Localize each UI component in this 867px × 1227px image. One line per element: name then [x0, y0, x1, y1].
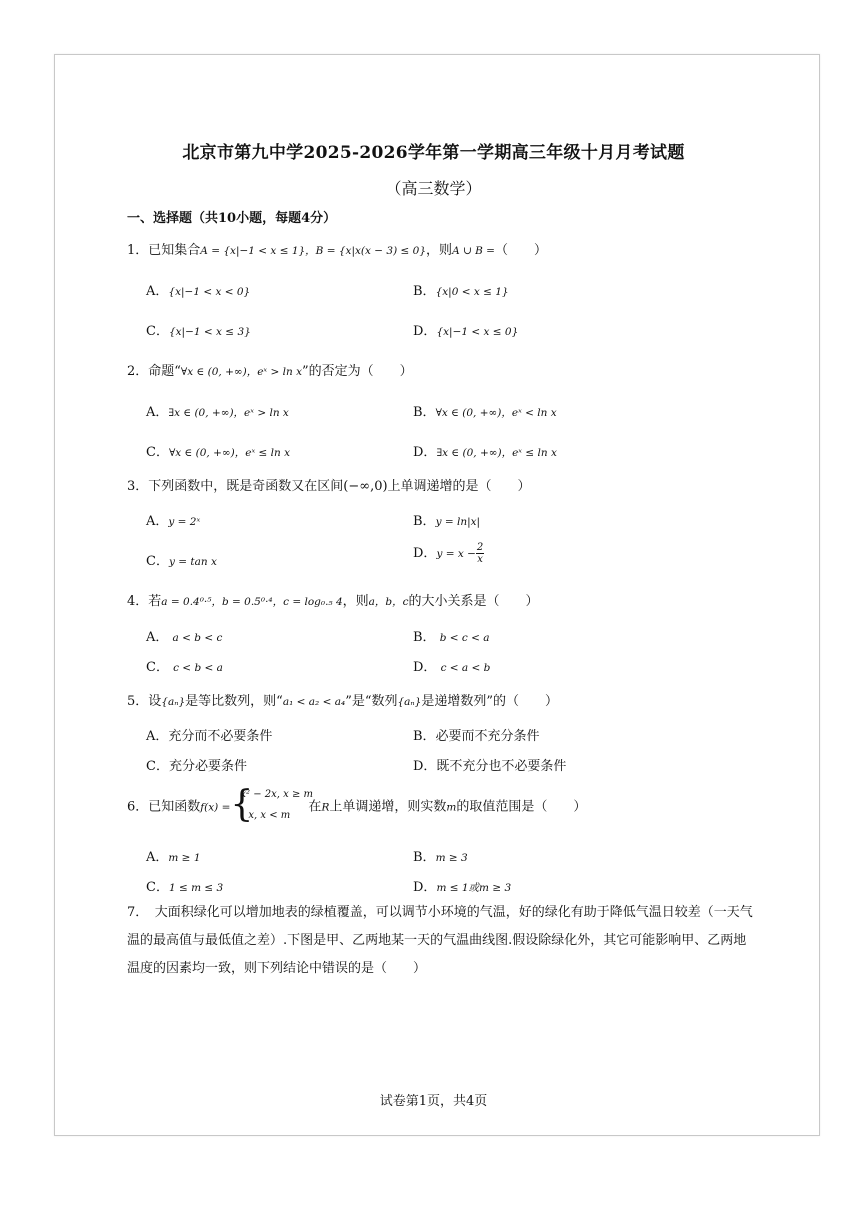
option-letter: C．	[146, 880, 169, 895]
q4-math-b: a，b，c	[368, 596, 409, 608]
q4-option-a	[146, 626, 222, 645]
exam-title: 北京市第九中学2025-2026学年第一学期高三年级十月月考试题	[182, 143, 685, 163]
question-3-stem	[127, 475, 531, 494]
fraction-numerator: 2	[476, 542, 484, 553]
brace-symbol: {	[230, 784, 254, 825]
q5-math-a: {aₙ}	[161, 696, 186, 708]
option-math: ∃x ∈ (0, +∞)，eˣ > ln x	[168, 407, 289, 419]
q1-option-b	[413, 280, 509, 299]
option-math: c < b < a	[173, 662, 223, 674]
q5-option-c: C．充分必要条件	[146, 759, 247, 774]
q5-option-a: A．充分而不必要条件	[146, 729, 273, 744]
question-1-stem	[127, 239, 547, 258]
fraction-denominator: x	[477, 554, 483, 565]
question-2-stem	[127, 360, 413, 379]
q3-option-c	[146, 550, 217, 569]
q4-option-b	[413, 626, 490, 645]
q6-math-a: f(x) =	[200, 801, 231, 814]
q1-text-a: 1．已知集合	[127, 243, 201, 258]
q1-text-b: ，则	[426, 243, 453, 258]
q5-text-a: 5．设	[127, 694, 162, 709]
q6-option-d	[413, 876, 511, 895]
q6-option-b	[413, 846, 468, 865]
piecewise-function	[230, 784, 314, 826]
piecewise-line-1: x² − 2x, x ≥ m	[240, 789, 314, 800]
q4-text-a: 4．若	[127, 594, 162, 609]
option-letter: B．	[413, 850, 436, 865]
option-letter: A．	[146, 405, 169, 420]
option-math: c < a < b	[440, 662, 491, 674]
option-letter: C．	[146, 660, 169, 675]
section-heading: 一、选择题（共10小题，每题4分）	[127, 211, 337, 226]
q5-math-c: {aₙ}	[397, 696, 422, 708]
option-math: a < b < c	[172, 632, 223, 644]
q3-option-a	[146, 510, 200, 529]
q2-option-a	[146, 401, 289, 420]
option-letter: B．	[413, 405, 436, 420]
option-math: m ≥ 1	[168, 852, 201, 864]
option-letter: D．	[413, 324, 437, 339]
option-letter: D．	[413, 660, 437, 675]
option-letter: A．	[146, 630, 169, 645]
option-math: y = x −	[436, 548, 476, 560]
option-math: y = ln|x|	[435, 516, 481, 528]
q1-text-c: （ ）	[494, 243, 547, 258]
option-letter: B．	[413, 284, 436, 299]
q6-math-b: R	[321, 801, 330, 814]
option-math: {x|0 < x ≤ 1}	[435, 286, 509, 298]
q5-math-b: a₁ < a₂ < a₄	[282, 696, 346, 708]
q6-text-d: 的取值范围是（ ）	[456, 799, 587, 815]
q6-text-a: 6．已知函数	[127, 799, 201, 815]
option-letter: A．	[146, 514, 169, 529]
option-letter: C．	[146, 324, 169, 339]
q5-text-b: 是等比数列，则“	[185, 694, 283, 709]
option-letter: C．	[146, 445, 169, 460]
question-5-stem	[127, 690, 558, 709]
q6-option-c	[146, 876, 223, 895]
q1-option-c	[146, 320, 251, 339]
option-letter: C．	[146, 554, 169, 569]
q5-text-d: 是递增数列”的（ ）	[421, 694, 559, 709]
option-letter: D．	[413, 546, 437, 561]
q5-option-b: B．必要而不充分条件	[413, 729, 540, 744]
option-math: ∀x ∈ (0, +∞)，eˣ < ln x	[435, 407, 557, 419]
q1-math-b: A ∪ B =	[452, 245, 495, 257]
q6-text-b: 在	[308, 799, 322, 815]
option-math: y = 2ˣ	[168, 516, 201, 528]
q5-text-c: ”是“数列	[345, 694, 398, 709]
option-math: b < c < a	[439, 632, 490, 644]
question-4-stem	[127, 590, 539, 609]
exam-subtitle: （高三数学）	[385, 179, 482, 198]
option-letter: B．	[413, 514, 436, 529]
q2-math-a: ∀x ∈ (0, +∞)，eˣ > ln x	[180, 366, 303, 378]
option-math: m ≤ 1或m ≥ 3	[436, 882, 512, 894]
fraction	[476, 542, 484, 565]
q1-math-a: A = {x|−1 < x ≤ 1}，B = {x|x(x − 3) ≤ 0}	[200, 245, 427, 257]
option-math: ∀x ∈ (0, +∞)，eˣ ≤ ln x	[168, 447, 291, 459]
q4-option-d	[413, 656, 490, 675]
q6-option-a	[146, 846, 201, 865]
option-letter: A．	[146, 850, 169, 865]
question-6-stem	[127, 784, 587, 826]
q4-option-c	[146, 656, 223, 675]
q3-option-b	[413, 510, 480, 529]
q4-text-c: 的大小关系是（ ）	[408, 594, 539, 609]
option-math: 1 ≤ m ≤ 3	[168, 882, 224, 894]
q2-option-d	[413, 441, 557, 460]
option-math: {x|−1 < x < 0}	[168, 286, 251, 298]
option-math: y = tan x	[168, 556, 217, 568]
q6-text-c: 上单调递增，则实数	[329, 799, 447, 815]
option-letter: D．	[413, 880, 437, 895]
q2-text-b: ”的否定为（ ）	[302, 364, 413, 379]
q3-text: 3．下列函数中，既是奇函数又在区间(−∞,0)上单调递增的是（ ）	[127, 479, 531, 494]
page-footer: 试卷第1页，共4页	[379, 1094, 488, 1109]
q4-math-a: a = 0.4⁰·⁵，b = 0.5⁰·⁴，c = log₀.₅ 4	[161, 596, 343, 608]
q6-math-c: m	[446, 801, 457, 814]
q2-option-c	[146, 441, 290, 460]
option-letter: A．	[146, 284, 169, 299]
q3-option-d	[413, 542, 484, 565]
q2-option-b	[413, 401, 557, 420]
question-7-stem: 7． 大面积绿化可以增加地表的绿植覆盖，可以调节小环境的气温，好的绿化有助于降低气温日较差（一天气温的最高值与最低值之差）.下图是甲、乙两地某一天的气温曲线图.假设除绿化外，其它可能影响甲、乙两地温度的因素均一致，则下列结论中错误的是（ ）	[127, 905, 753, 976]
option-math: {x|−1 < x ≤ 0}	[436, 326, 519, 338]
piecewise-line-2: x, x < m	[248, 810, 291, 821]
q2-text-a: 2．命题“	[127, 364, 181, 379]
q1-option-d	[413, 320, 518, 339]
option-letter: B．	[413, 630, 436, 645]
option-math: ∃x ∈ (0, +∞)，eˣ ≤ ln x	[436, 447, 557, 459]
q1-option-a	[146, 280, 250, 299]
option-letter: D．	[413, 445, 437, 460]
q4-text-b: ，则	[342, 594, 369, 609]
option-math: {x|−1 < x ≤ 3}	[168, 326, 251, 338]
option-math: m ≥ 3	[435, 852, 468, 864]
q5-option-d: D．既不充分也不必要条件	[413, 759, 567, 774]
